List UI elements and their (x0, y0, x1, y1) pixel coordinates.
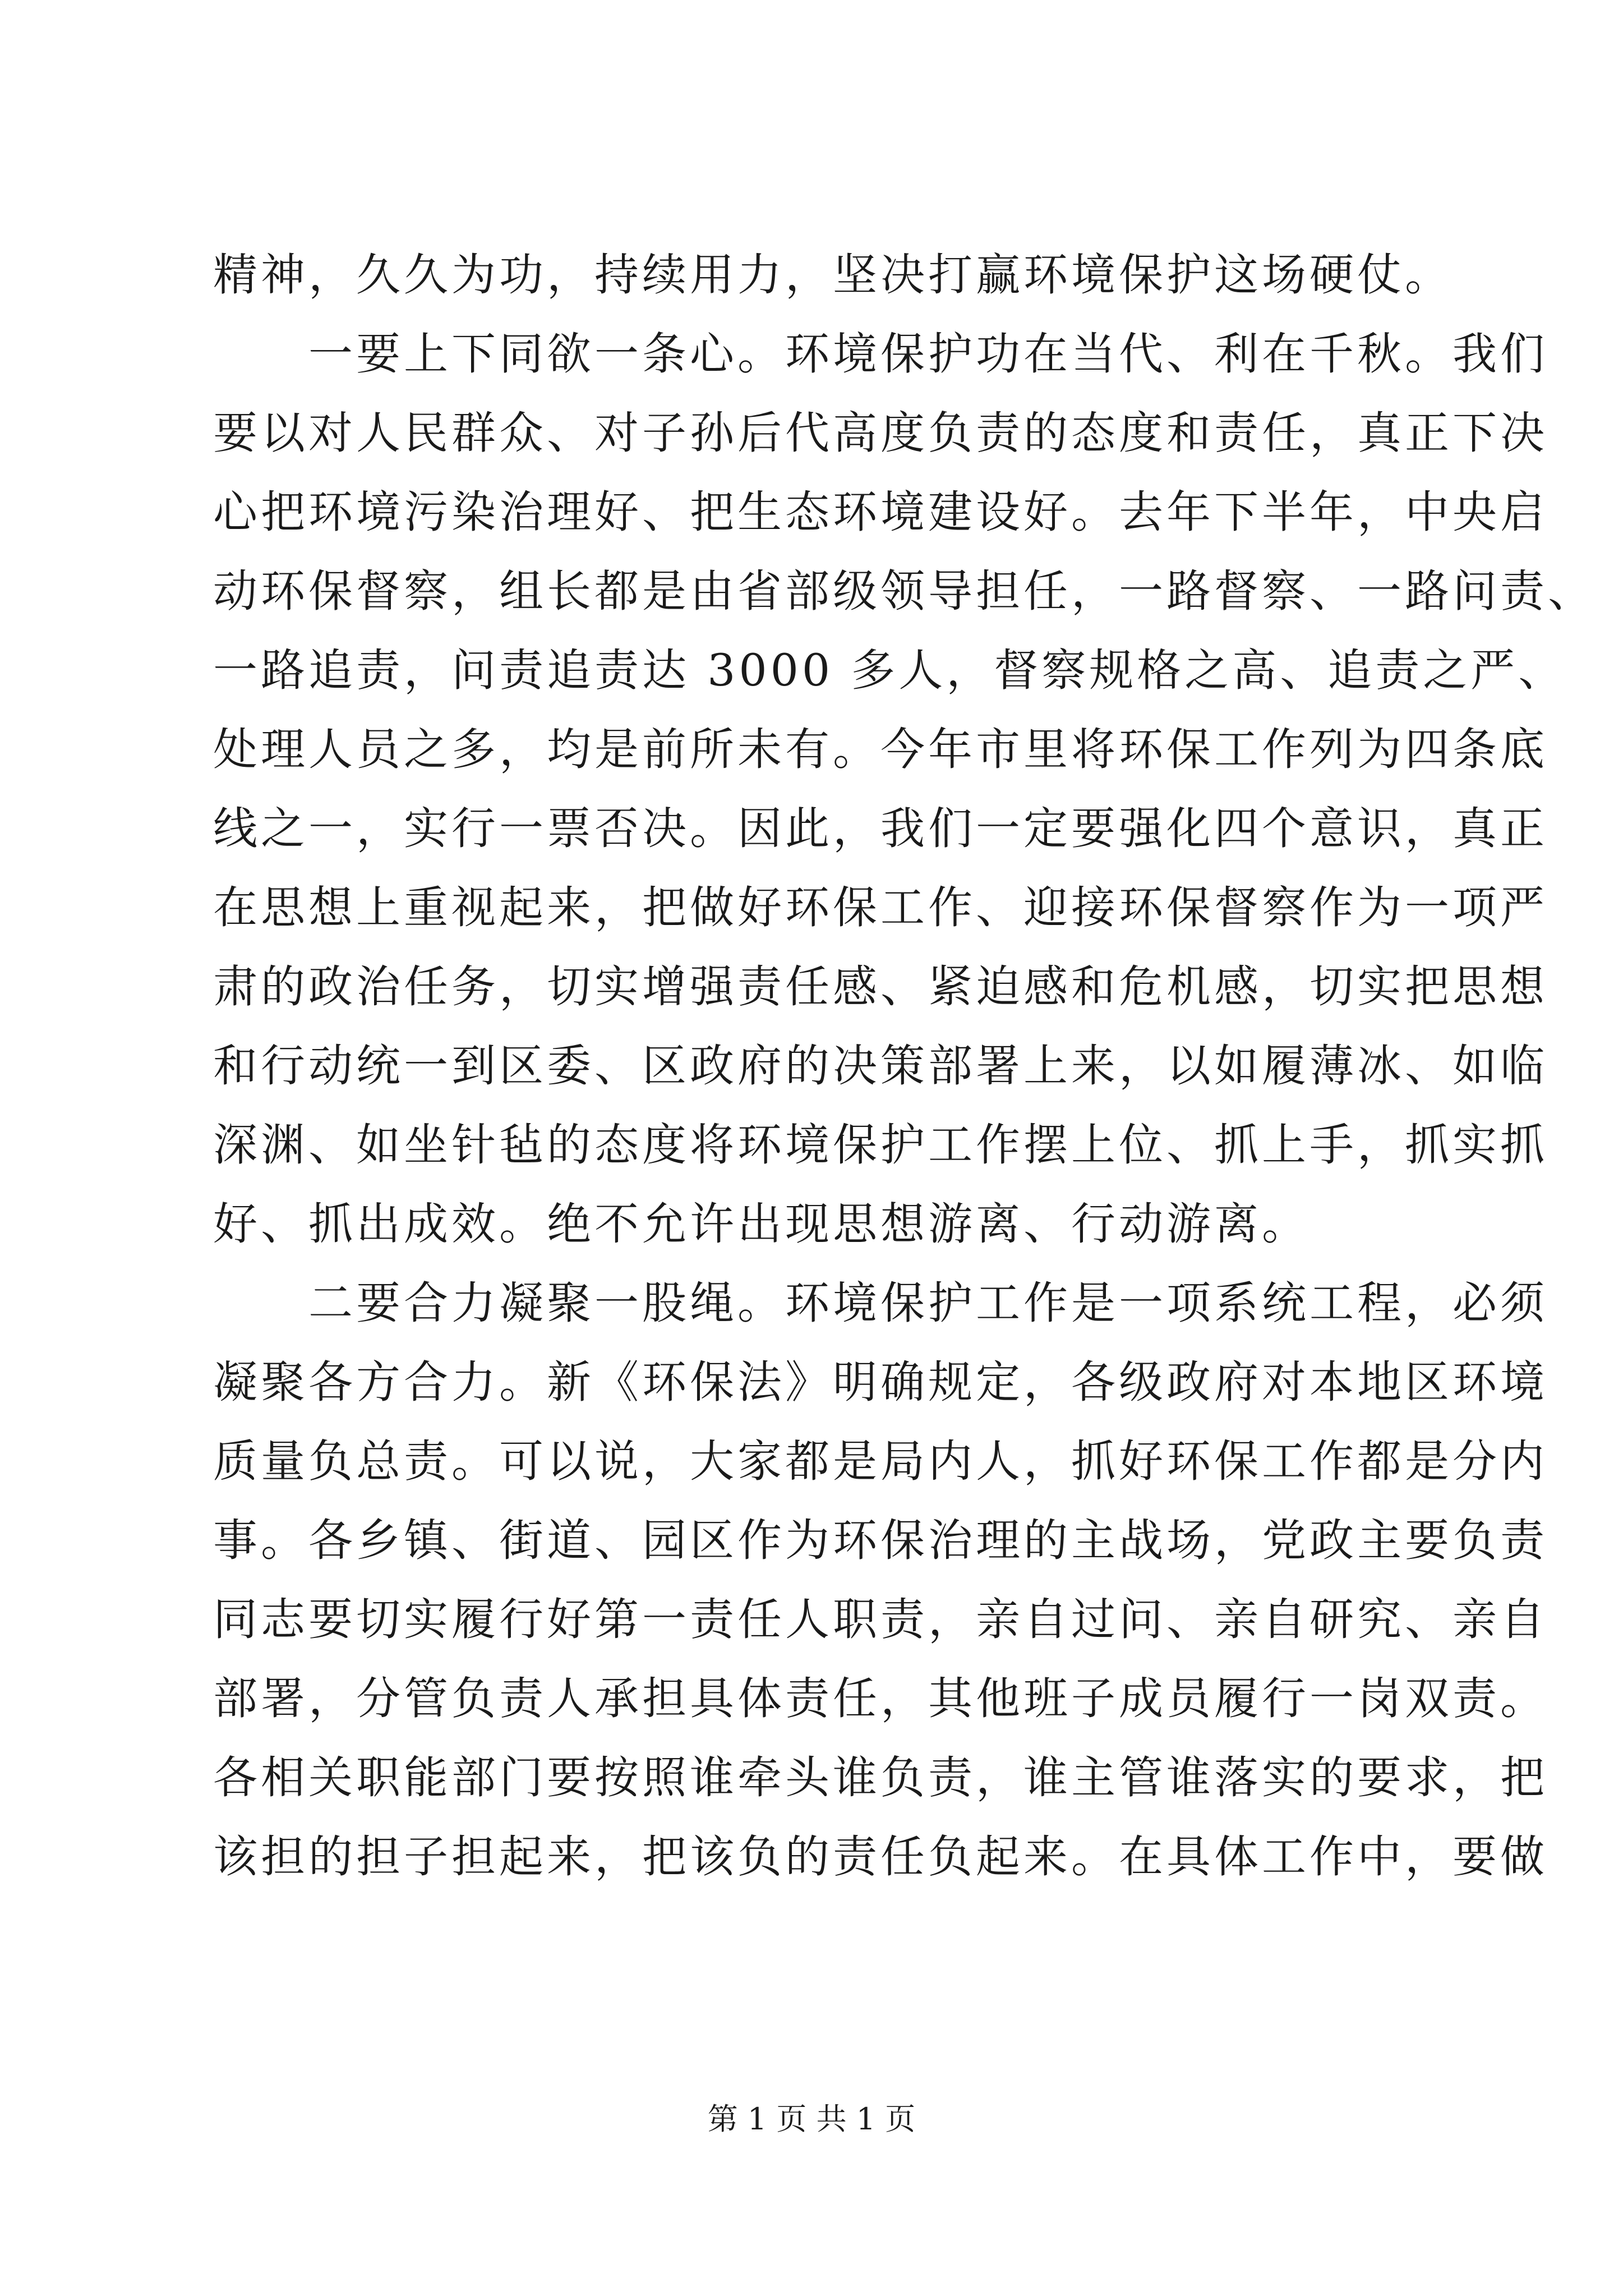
text-line: 动环保督察，组长都是由省部级领导担任，一路督察、一路问责、 (213, 565, 1596, 617)
text-line: 精神，久久为功，持续用力，坚决打赢环境保护这场硬仗。 (213, 249, 1453, 301)
text-line: 好、抓出成效。绝不允许出现思想游离、行动游离。 (213, 1198, 1310, 1250)
text-line: 处理人员之多，均是前所未有。今年市里将环保工作列为四条底 (213, 724, 1548, 775)
text-line: 和行动统一到区委、区政府的决策部署上来，以如履薄冰、如临 (213, 1040, 1548, 1092)
text-line: 一要上下同欲一条心。环境保护功在当代、利在千秋。我们 (308, 328, 1548, 380)
text-line: 部署，分管负责人承担具体责任，其他班子成员履行一岗双责。 (213, 1673, 1548, 1724)
page-number-footer: 第 1 页 共 1 页 (707, 2101, 916, 2137)
text-line: 各相关职能部门要按照谁牵头谁负责，谁主管谁落实的要求，把 (213, 1752, 1548, 1803)
text-line: 质量负总责。可以说，大家都是局内人，抓好环保工作都是分内 (213, 1435, 1548, 1487)
text-line: 一路追责，问责追责达 3000 多人，督察规格之高、追责之严、 (213, 645, 1566, 696)
text-line: 肃的政治任务，切实增强责任感、紧迫感和危机感，切实把思想 (213, 961, 1548, 1013)
text-line: 线之一，实行一票否决。因此，我们一定要强化四个意识，真正 (213, 803, 1548, 854)
text-line: 深渊、如坐针毡的态度将环境保护工作摆上位、抓上手，抓实抓 (213, 1119, 1548, 1171)
text-line: 要以对人民群众、对子孙后代高度负责的态度和责任，真正下决 (213, 407, 1548, 459)
text-line: 心把环境污染治理好、把生态环境建设好。去年下半年，中央启 (213, 486, 1548, 538)
text-line: 二要合力凝聚一股绳。环境保护工作是一项系统工程，必须 (308, 1277, 1548, 1329)
text-line: 该担的担子担起来，把该负的责任负起来。在具体工作中，要做 (213, 1831, 1548, 1883)
body-text (213, 236, 1596, 1897)
text-line: 事。各乡镇、街道、园区作为环保治理的主战场，党政主要负责 (213, 1515, 1548, 1566)
text-line: 凝聚各方合力。新《环保法》明确规定，各级政府对本地区环境 (213, 1356, 1548, 1408)
text-line: 同志要切实履行好第一责任人职责，亲自过问、亲自研究、亲自 (213, 1594, 1548, 1645)
text-line: 在思想上重视起来，把做好环保工作、迎接环保督察作为一项严 (213, 882, 1548, 933)
